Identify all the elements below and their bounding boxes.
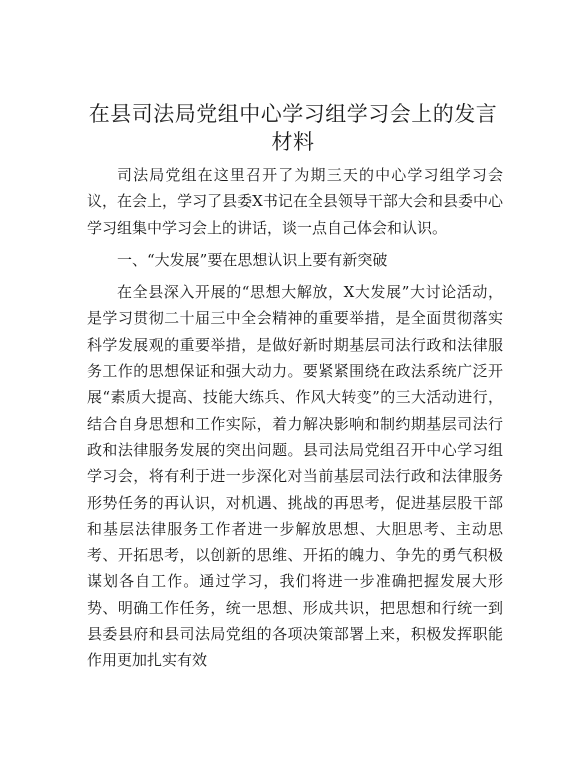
document-title: 在县司法局党组中心学习组学习会上的发言材料: [88, 102, 498, 154]
section-paragraph: 在全县深入开展的“思想大解放，X大发展”大讨论活动，是学习贯彻二十届三中全会精神的重要举措，是全面贯彻落实科学发展观的重要举措，是做好新时期基层司法行政和法律服务工作的思想保证和强大动力。要紧紧围绕在政法系统广泛开展“素质大提高、技能大练兵、作风大转变”的三大活动进行，结合自身思想和工作实际，着力解决影响和制约期基层司法行政和法律服务发展的突出问题。县司法局党组召开中心学习组学习会，将有利于进一步深化对当前基层司法行政和法律服务形势任务的再认识，对机遇、挑战的再思考，促进基层股干部和基层法律服务工作者进一步解放思想、大胆思考、主动思考、开拓思考，以创新的思维、开拓的魄力、争先的勇气积极谋划各自工作。通过学习，我们将进一步准确把握发展大形势、明确工作任务，统一思想、形成共识，把思想和行统一到县委县府和县司法局党组的各项决策部署上来，积极发挥职能作用更加扎实有效: [87, 283, 503, 670]
intro-paragraph: 司法局党组在这里召开了为期三天的中心学习组学习会议，在会上，学习了县委X书记在全县领导干部大会和县委中心学习组集中学习会上的讲话，谈一点自己体会和认识。: [87, 166, 503, 237]
section-heading: 一、“大发展”要在思想认识上要有新突破: [117, 250, 388, 269]
document-body: [87, 162, 503, 674]
